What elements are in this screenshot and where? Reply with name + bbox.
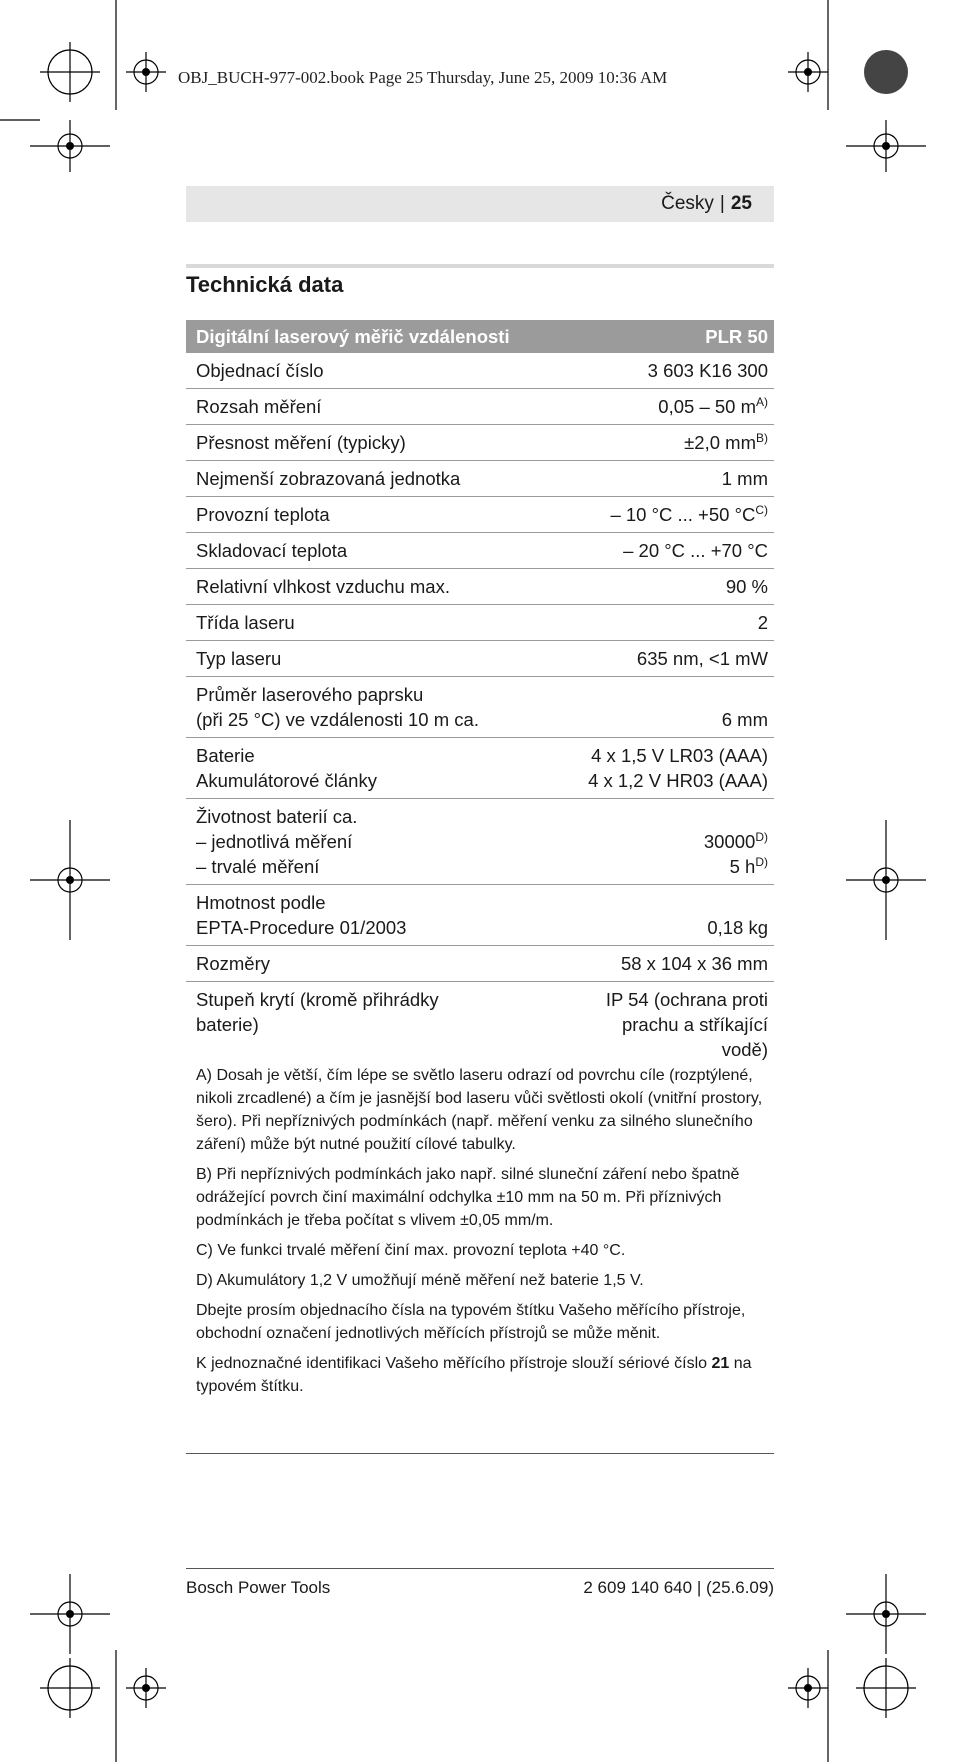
- footnote-c: C) Ve funkci trvalé měření činí max. provozní teplota +40 °C.: [196, 1242, 626, 1259]
- footnote-d: D) Akumulátory 1,2 V umožňují méně měření než baterie 1,5 V.: [196, 1272, 644, 1289]
- spec-value: ±2,0 mm: [684, 432, 756, 453]
- spec-value: IP 54 (ochrana proti: [605, 989, 768, 1010]
- spec-label: Třída laseru: [186, 605, 555, 641]
- page-header-bar: [186, 186, 774, 222]
- footnotes: [196, 1064, 766, 1405]
- spec-value-cell: [555, 738, 774, 799]
- order-number-note: Dbejte prosím objednacího čísla na typovém štítku Vašeho měřícího přístroje, obchodní označení jednotlivých měřících přístrojů se může měnit.: [196, 1302, 746, 1342]
- footnote-ref: C): [755, 503, 768, 517]
- spec-value: – 10 °C ... +50 °C: [610, 504, 756, 525]
- footer-doc-number: 2 609 140 640 | (25.6.09): [583, 1578, 774, 1597]
- spec-label: Provozní teplota: [186, 497, 555, 533]
- spec-value: 4 x 1,5 V LR03 (AAA): [591, 745, 768, 766]
- table-row: [186, 605, 774, 641]
- spec-value: 5 h: [729, 856, 756, 877]
- spec-value-cell: [555, 497, 774, 533]
- serial-number-note: [196, 1352, 766, 1398]
- footnote-b: B) Při nepříznivých podmínkách jako např. silné sluneční záření nebo špatně odrážející povrch činí maximální odchylka ±10 mm na 50 m. Při příznivých podmínkách je třeba počítat s vlivem ±0,05 mm/m.: [196, 1166, 740, 1229]
- spec-value: 635 nm, <1 mW: [555, 641, 774, 677]
- spec-label: Rozsah měření: [186, 389, 555, 425]
- spec-table: [186, 320, 774, 1067]
- spec-label-cell: [186, 677, 555, 738]
- footnote-ref: D): [755, 855, 768, 869]
- language-label: Česky: [661, 193, 714, 214]
- table-row: [186, 677, 774, 738]
- table-row: [186, 497, 774, 533]
- section-title: Technická data: [186, 272, 344, 297]
- table-row: [186, 738, 774, 799]
- spec-label-cell: [186, 738, 555, 799]
- header-separator: |: [719, 193, 725, 214]
- spec-label: Nejmenší zobrazovaná jednotka: [186, 461, 555, 497]
- spec-value: 0,05 – 50 m: [658, 396, 756, 417]
- product-model: PLR 50: [555, 320, 774, 353]
- spec-label: Stupeň krytí (kromě přihrádky: [196, 989, 439, 1010]
- footer-brand: Bosch Power Tools: [186, 1578, 331, 1597]
- table-row: [186, 353, 774, 389]
- spec-value-line: [565, 829, 768, 854]
- section-rule: [186, 264, 774, 268]
- table-row: [186, 461, 774, 497]
- spec-value: – 20 °C ... +70 °C: [555, 533, 774, 569]
- spec-table-header: [186, 320, 774, 353]
- spec-value: 1 mm: [555, 461, 774, 497]
- table-row: [186, 389, 774, 425]
- spec-label-cell: [186, 982, 555, 1068]
- spec-label: – trvalé měření: [196, 856, 320, 877]
- spec-value-cell: [555, 389, 774, 425]
- spec-value-cell: [555, 799, 774, 885]
- print-info: OBJ_BUCH-977-002.book Page 25 Thursday, June 25, 2009 10:36 AM: [178, 68, 668, 87]
- footnote-a: A) Dosah je větší, čím lépe se světlo laseru odrazí od povrchu cíle (rozptýlené, nikoli zrcadlené) a čím je jasnější bod laseru vůči světlosti okolí (vnitřní prostory, šero). Při nepříznivých podmínkách (např. měření venku za silného slunečního záření) může být nutné použití cílové tabulky.: [196, 1067, 763, 1153]
- spec-value: 2: [555, 605, 774, 641]
- spec-value: 58 x 104 x 36 mm: [555, 946, 774, 982]
- spec-label: Baterie: [196, 745, 255, 766]
- spec-value-cell: [555, 982, 774, 1068]
- spec-label: Relativní vlhkost vzduchu max.: [186, 569, 555, 605]
- footnote-ref: B): [756, 431, 768, 445]
- table-row: [186, 425, 774, 461]
- table-row: [186, 982, 774, 1068]
- table-row: [186, 533, 774, 569]
- page-header: [661, 193, 752, 215]
- spec-label: (při 25 °C) ve vzdálenosti 10 m ca.: [196, 709, 479, 730]
- spec-label-cell: [186, 885, 555, 946]
- spec-value: 3 603 K16 300: [555, 353, 774, 389]
- footer-rule: [186, 1568, 774, 1569]
- spec-value: vodě): [721, 1039, 768, 1060]
- spec-label-cell: [186, 799, 555, 885]
- spec-value: 4 x 1,2 V HR03 (AAA): [588, 770, 768, 791]
- serial-item-number: 21: [711, 1355, 730, 1372]
- spec-label: Přesnost měření (typicky): [186, 425, 555, 461]
- spec-label: Rozměry: [186, 946, 555, 982]
- footnote-ref: D): [755, 830, 768, 844]
- serial-note-text: K jednoznačné identifikaci Vašeho měřícího přístroje slouží sériové číslo: [196, 1355, 708, 1372]
- spec-label: – jednotlivá měření: [196, 831, 353, 852]
- table-row: [186, 569, 774, 605]
- spec-label: EPTA-Procedure 01/2003: [196, 917, 407, 938]
- spec-value: 6 mm: [555, 677, 774, 738]
- spec-label: Objednací číslo: [186, 353, 555, 389]
- footnote-ref: A): [756, 395, 768, 409]
- serial-note-text: na typovém štítku.: [196, 1355, 752, 1395]
- spec-label: Typ laseru: [186, 641, 555, 677]
- page-number: 25: [730, 193, 752, 214]
- notes-bottom-rule: [186, 1453, 774, 1454]
- table-row: [186, 799, 774, 885]
- product-description: Digitální laserový měřič vzdálenosti: [186, 320, 555, 353]
- spec-value: prachu a stříkající: [621, 1014, 768, 1035]
- spec-value: 30000: [703, 831, 756, 852]
- spec-label: Skladovací teplota: [186, 533, 555, 569]
- spec-value: 0,18 kg: [555, 885, 774, 946]
- spec-label: Průměr laserového paprsku: [196, 684, 424, 705]
- spec-label: baterie): [196, 1014, 259, 1035]
- spec-label: Hmotnost podle: [196, 892, 326, 913]
- spec-value-line: [565, 854, 768, 879]
- spec-value-cell: [555, 425, 774, 461]
- table-row: [186, 641, 774, 677]
- table-row: [186, 885, 774, 946]
- spec-label: Životnost baterií ca.: [196, 806, 358, 827]
- spec-value: 90 %: [555, 569, 774, 605]
- table-row: [186, 946, 774, 982]
- spec-label: Akumulátorové články: [196, 770, 377, 791]
